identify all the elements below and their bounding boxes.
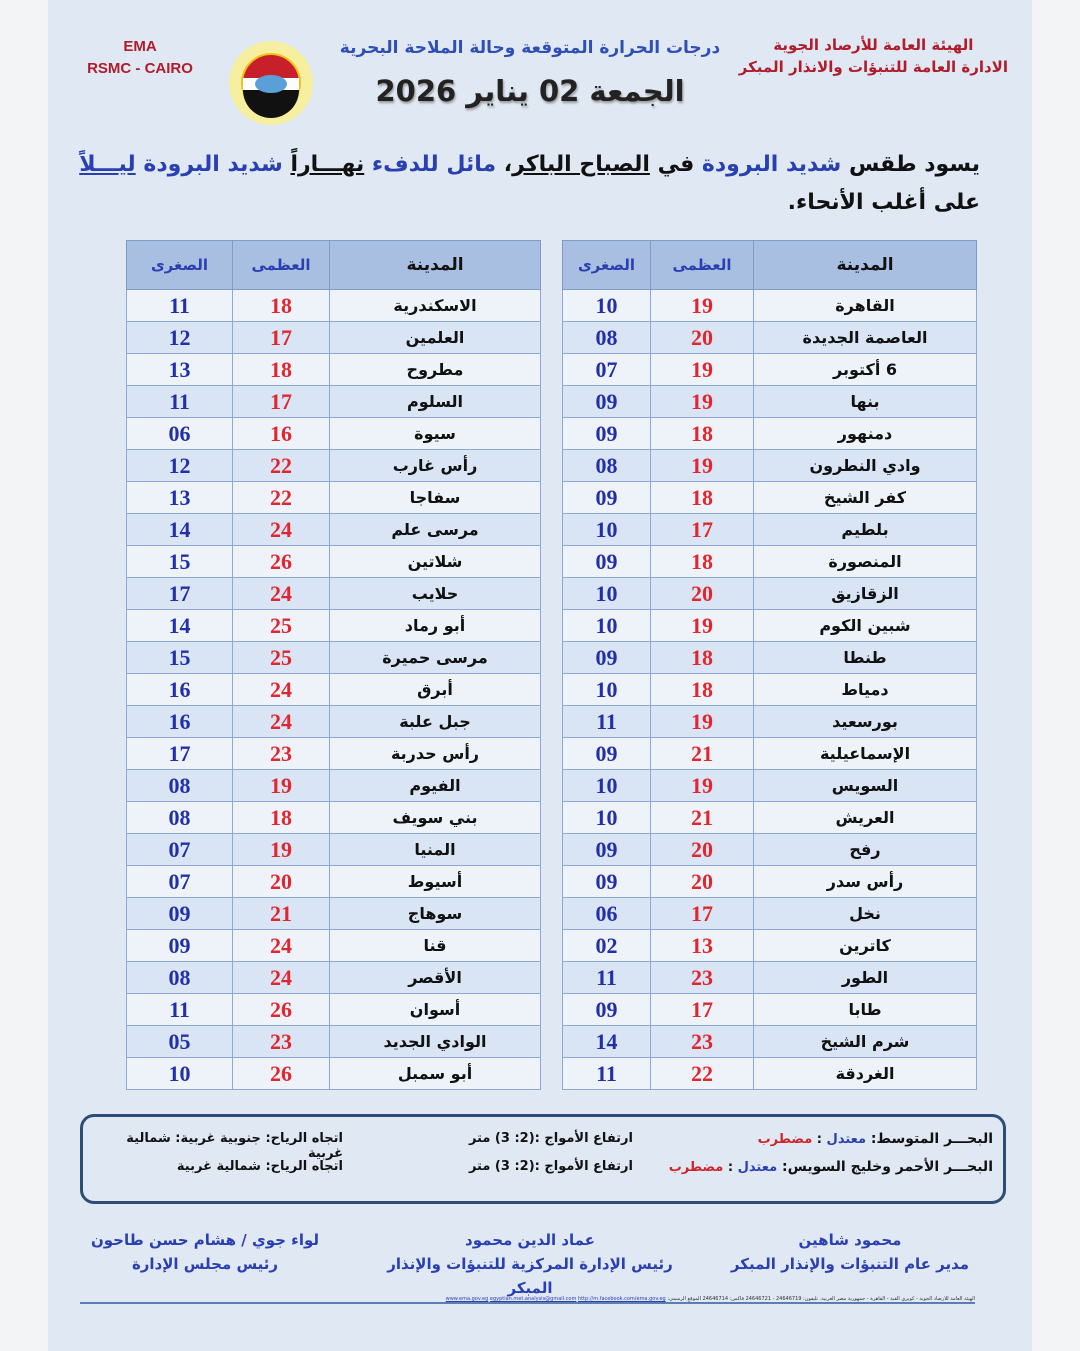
page-title: درجات الحرارة المتوقعة وحالة الملاحة البحرية — [339, 38, 721, 58]
max-temp: 18 — [651, 482, 754, 514]
max-temp: 24 — [233, 930, 330, 962]
wind-direction: اتجاه الرياح: جنوبية غربية: شمالية غربية — [126, 1131, 343, 1161]
city-name: الأقصر — [330, 962, 541, 994]
table-row — [127, 898, 541, 930]
min-temp: 10 — [563, 770, 651, 802]
table-row — [127, 578, 541, 610]
max-temp: 17 — [233, 386, 330, 418]
min-temp: 14 — [127, 514, 233, 546]
sea-row-red-sea: البحـــر الأحمر وخليج السويس: معتدل : مضطرب ارتفاع الأمواج :(2: 3) متر اتجاه الرياح: شمالية غربية — [176, 1159, 993, 1175]
signature-2: عماد الدين محمود رئيس الإدارة المركزية للتنبؤات والإنذار المبكر — [387, 1231, 673, 1297]
city-name: بني سويف — [330, 802, 541, 834]
table-row — [127, 450, 541, 482]
city-name: بلطيم — [754, 514, 977, 546]
header-max: العظمى — [233, 241, 330, 290]
table-row — [563, 770, 977, 802]
city-name: حلايب — [330, 578, 541, 610]
city-name: الزقازيق — [754, 578, 977, 610]
max-temp: 18 — [651, 546, 754, 578]
min-temp: 07 — [563, 354, 651, 386]
min-temp: 11 — [563, 1058, 651, 1090]
table-row — [127, 834, 541, 866]
table-row — [563, 290, 977, 322]
max-temp: 20 — [233, 866, 330, 898]
min-temp: 14 — [127, 610, 233, 642]
city-name: مطروح — [330, 354, 541, 386]
city-name: شرم الشيخ — [754, 1026, 977, 1058]
table-row — [127, 386, 541, 418]
city-name: مرسى حميرة — [330, 642, 541, 674]
min-temp: 11 — [127, 386, 233, 418]
max-temp: 19 — [651, 450, 754, 482]
city-name: السويس — [754, 770, 977, 802]
city-name: العلمين — [330, 322, 541, 354]
table-row — [563, 322, 977, 354]
max-temp: 19 — [233, 770, 330, 802]
wave-height: ارتفاع الأمواج :(2: 3) متر — [468, 1159, 633, 1174]
city-name: أبرق — [330, 674, 541, 706]
ema-label: EMA RSMC - CAIRO — [87, 38, 193, 77]
min-temp: 08 — [563, 322, 651, 354]
email-link[interactable]: egyptian.met.analysis@gmail.com — [489, 1296, 577, 1302]
min-temp: 16 — [127, 674, 233, 706]
min-temp: 09 — [127, 930, 233, 962]
max-temp: 21 — [651, 802, 754, 834]
wind-direction: اتجاه الرياح: شمالية غربية — [176, 1159, 343, 1174]
city-name: كفر الشيخ — [754, 482, 977, 514]
city-name: أسيوط — [330, 866, 541, 898]
table-row — [127, 322, 541, 354]
city-name: دمنهور — [754, 418, 977, 450]
marine-status-box — [80, 1114, 1006, 1204]
max-temp: 23 — [651, 962, 754, 994]
max-temp: 19 — [651, 706, 754, 738]
city-name: شلاتين — [330, 546, 541, 578]
min-temp: 10 — [563, 290, 651, 322]
min-temp: 10 — [127, 1058, 233, 1090]
min-temp: 15 — [127, 546, 233, 578]
forecast-summary: يسود طقس شديد البرودة في الصباح الباكر، مائل للدفء نهـــاراً شديد البرودة ليـــلاً على أغلب الأنحاء. — [79, 152, 980, 215]
table-row — [127, 514, 541, 546]
header-max: العظمى — [651, 241, 754, 290]
max-temp: 24 — [233, 514, 330, 546]
min-temp: 09 — [563, 546, 651, 578]
city-name: وادي النطرون — [754, 450, 977, 482]
max-temp: 19 — [651, 610, 754, 642]
facebook-link[interactable]: http://m.facebook.com/ema.gov.eg — [577, 1296, 666, 1302]
table-row — [127, 674, 541, 706]
min-temp: 09 — [563, 994, 651, 1026]
table-row — [563, 1058, 977, 1090]
temperature-table-right — [562, 240, 977, 1090]
table-row — [563, 706, 977, 738]
table-row — [563, 962, 977, 994]
min-temp: 09 — [563, 482, 651, 514]
max-temp: 18 — [651, 418, 754, 450]
table-row — [563, 866, 977, 898]
city-name: طنطا — [754, 642, 977, 674]
max-temp: 17 — [651, 514, 754, 546]
max-temp: 18 — [651, 642, 754, 674]
city-name: القاهرة — [754, 290, 977, 322]
max-temp: 20 — [651, 866, 754, 898]
city-name: المنيا — [330, 834, 541, 866]
max-temp: 22 — [233, 450, 330, 482]
table-row — [563, 834, 977, 866]
wave-height: ارتفاع الأمواج :(2: 3) متر — [468, 1131, 633, 1146]
city-name: أسوان — [330, 994, 541, 1026]
city-name: الإسماعيلية — [754, 738, 977, 770]
max-temp: 18 — [233, 290, 330, 322]
min-temp: 13 — [127, 354, 233, 386]
max-temp: 23 — [233, 738, 330, 770]
city-name: المنصورة — [754, 546, 977, 578]
max-temp: 18 — [651, 674, 754, 706]
table-row — [127, 802, 541, 834]
max-temp: 23 — [651, 1026, 754, 1058]
table-row — [563, 994, 977, 1026]
city-name: رأس غارب — [330, 450, 541, 482]
min-temp: 08 — [127, 770, 233, 802]
sea-row-mediterranean: البحـــر المتوسط: معتدل : مضطرب ارتفاع الأمواج :(2: 3) متر اتجاه الرياح: جنوبية غربية: شمالية غربية — [93, 1131, 993, 1147]
table-row — [563, 930, 977, 962]
header-min: الصغرى — [563, 241, 651, 290]
max-temp: 19 — [233, 834, 330, 866]
city-name: مرسى علم — [330, 514, 541, 546]
table-row — [127, 738, 541, 770]
header-city: المدينة — [754, 241, 977, 290]
max-temp: 25 — [233, 642, 330, 674]
table-row — [127, 1058, 541, 1090]
city-name: جبل علبة — [330, 706, 541, 738]
footer-contact: الهيئة العامة للأرصاد الجوية - كوبري القبة - القاهرة - جمهورية مصر العربية. تليفون: 24646719 - 24646721 فاكس: 24646714 الموقع الرسمي: www.ema.gov.eg egyptian.met.analysis@gmail.com http://m.facebook.com/ema.gov.eg — [80, 1296, 975, 1304]
table-row — [127, 610, 541, 642]
city-name: أبو رماد — [330, 610, 541, 642]
header-min: الصغرى — [127, 241, 233, 290]
table-row — [127, 962, 541, 994]
min-temp: 06 — [563, 898, 651, 930]
city-name: شبين الكوم — [754, 610, 977, 642]
table-row — [127, 770, 541, 802]
city-name: طابا — [754, 994, 977, 1026]
min-temp: 09 — [563, 386, 651, 418]
min-temp: 11 — [563, 706, 651, 738]
max-temp: 20 — [651, 322, 754, 354]
table-row — [563, 802, 977, 834]
min-temp: 17 — [127, 578, 233, 610]
city-name: دمياط — [754, 674, 977, 706]
city-name: الفيوم — [330, 770, 541, 802]
city-name: الغردقة — [754, 1058, 977, 1090]
min-temp: 09 — [127, 898, 233, 930]
table-row — [127, 866, 541, 898]
max-temp: 21 — [651, 738, 754, 770]
max-temp: 20 — [651, 834, 754, 866]
table-row — [127, 994, 541, 1026]
table-row — [563, 514, 977, 546]
min-temp: 10 — [563, 514, 651, 546]
city-name: سوهاج — [330, 898, 541, 930]
table-row — [563, 354, 977, 386]
max-temp: 19 — [651, 290, 754, 322]
max-temp: 18 — [233, 354, 330, 386]
max-temp: 26 — [233, 994, 330, 1026]
table-row — [563, 898, 977, 930]
city-name: نخل — [754, 898, 977, 930]
table-row — [127, 418, 541, 450]
min-temp: 08 — [127, 802, 233, 834]
table-row — [563, 738, 977, 770]
max-temp: 17 — [651, 994, 754, 1026]
min-temp: 08 — [563, 450, 651, 482]
city-name: الوادي الجديد — [330, 1026, 541, 1058]
min-temp: 11 — [563, 962, 651, 994]
table-row — [563, 674, 977, 706]
signature-1: محمود شاهين مدير عام التنبؤات والإنذار المبكر — [730, 1231, 970, 1273]
table-row — [563, 578, 977, 610]
table-row — [563, 482, 977, 514]
table-row — [127, 290, 541, 322]
max-temp: 22 — [651, 1058, 754, 1090]
table-row — [563, 546, 977, 578]
min-temp: 12 — [127, 322, 233, 354]
table-row — [127, 354, 541, 386]
min-temp: 09 — [563, 834, 651, 866]
min-temp: 07 — [127, 866, 233, 898]
min-temp: 10 — [563, 802, 651, 834]
max-temp: 18 — [233, 802, 330, 834]
max-temp: 19 — [651, 354, 754, 386]
city-name: العريش — [754, 802, 977, 834]
max-temp: 24 — [233, 578, 330, 610]
city-name: 6 أكتوبر — [754, 354, 977, 386]
city-name: الطور — [754, 962, 977, 994]
city-name: الاسكندرية — [330, 290, 541, 322]
max-temp: 21 — [233, 898, 330, 930]
city-name: سيوة — [330, 418, 541, 450]
min-temp: 07 — [127, 834, 233, 866]
table-row — [563, 450, 977, 482]
city-name: سفاجا — [330, 482, 541, 514]
table-row — [127, 482, 541, 514]
min-temp: 13 — [127, 482, 233, 514]
min-temp: 10 — [563, 674, 651, 706]
city-name: بورسعيد — [754, 706, 977, 738]
table-row — [127, 1026, 541, 1058]
table-row — [127, 930, 541, 962]
min-temp: 11 — [127, 290, 233, 322]
city-name: بنها — [754, 386, 977, 418]
max-temp: 25 — [233, 610, 330, 642]
min-temp: 14 — [563, 1026, 651, 1058]
header-city: المدينة — [330, 241, 541, 290]
min-temp: 09 — [563, 738, 651, 770]
city-name: رأس حدربة — [330, 738, 541, 770]
min-temp: 12 — [127, 450, 233, 482]
table-row — [127, 546, 541, 578]
max-temp: 20 — [651, 578, 754, 610]
table-row — [563, 610, 977, 642]
city-name: السلوم — [330, 386, 541, 418]
table-row — [563, 386, 977, 418]
min-temp: 02 — [563, 930, 651, 962]
min-temp: 10 — [563, 578, 651, 610]
max-temp: 24 — [233, 962, 330, 994]
city-name: رأس سدر — [754, 866, 977, 898]
city-name: كاترين — [754, 930, 977, 962]
max-temp: 17 — [651, 898, 754, 930]
signature-3: لواء جوي / هشام حسن طاحون رئيس مجلس الإدارة — [90, 1231, 320, 1273]
min-temp: 05 — [127, 1026, 233, 1058]
temperature-table-left — [126, 240, 541, 1090]
min-temp: 16 — [127, 706, 233, 738]
min-temp: 06 — [127, 418, 233, 450]
max-temp: 24 — [233, 674, 330, 706]
max-temp: 13 — [651, 930, 754, 962]
max-temp: 26 — [233, 1058, 330, 1090]
organization-name: الهيئة العامة للأرصاد الجوية الادارة العامة للتنبؤات والانذار المبكر — [738, 36, 1008, 76]
max-temp: 24 — [233, 706, 330, 738]
min-temp: 09 — [563, 418, 651, 450]
city-name: العاصمة الجديدة — [754, 322, 977, 354]
table-row — [563, 1026, 977, 1058]
website-link[interactable]: www.ema.gov.eg — [445, 1296, 489, 1302]
max-temp: 16 — [233, 418, 330, 450]
ema-logo-icon — [228, 40, 314, 126]
table-row — [127, 642, 541, 674]
max-temp: 23 — [233, 1026, 330, 1058]
city-name: أبو سمبل — [330, 1058, 541, 1090]
max-temp: 22 — [233, 482, 330, 514]
max-temp: 17 — [233, 322, 330, 354]
min-temp: 15 — [127, 642, 233, 674]
min-temp: 08 — [127, 962, 233, 994]
min-temp: 09 — [563, 866, 651, 898]
city-name: رفح — [754, 834, 977, 866]
city-name: قنا — [330, 930, 541, 962]
forecast-date: الجمعة 02 يناير 2026 — [375, 74, 685, 108]
min-temp: 17 — [127, 738, 233, 770]
min-temp: 11 — [127, 994, 233, 1026]
min-temp: 10 — [563, 610, 651, 642]
table-row — [563, 418, 977, 450]
table-row — [127, 706, 541, 738]
min-temp: 09 — [563, 642, 651, 674]
table-row — [563, 642, 977, 674]
max-temp: 19 — [651, 770, 754, 802]
max-temp: 26 — [233, 546, 330, 578]
max-temp: 19 — [651, 386, 754, 418]
